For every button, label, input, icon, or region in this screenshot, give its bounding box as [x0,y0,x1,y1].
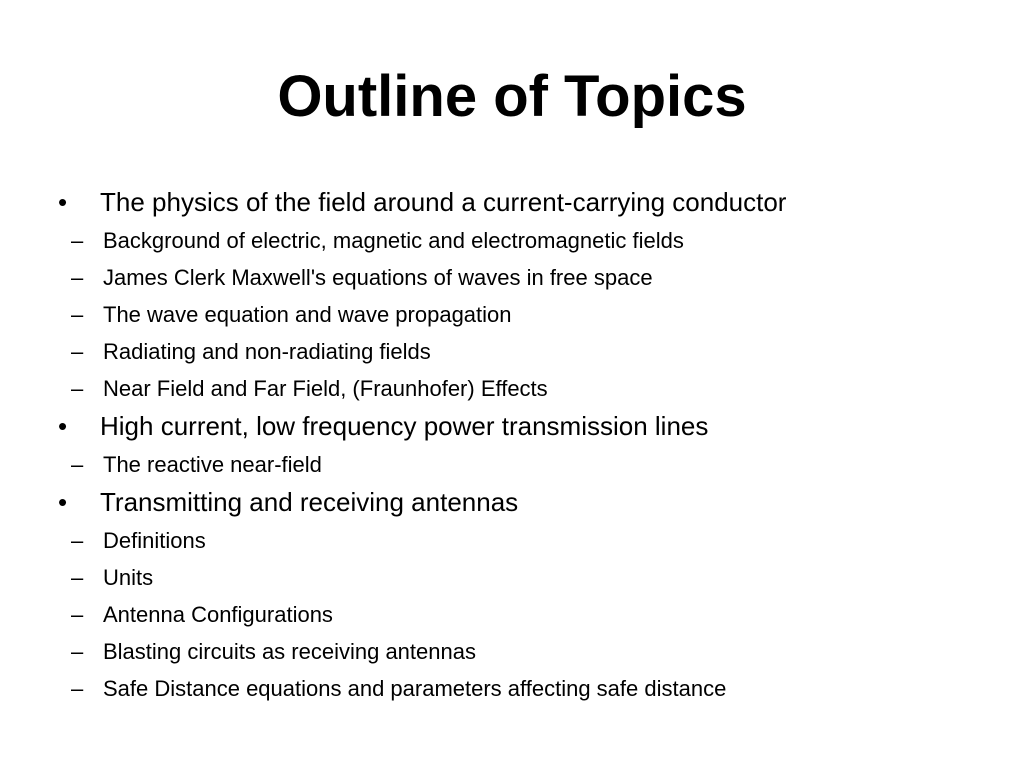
outline-item [58,407,998,445]
sub-item [58,446,998,483]
outline-item [58,483,998,521]
sub-list [58,446,998,483]
sub-item [58,333,998,370]
sub-list [58,222,998,407]
sub-item-text: Safe Distance equations and parameters affecting safe distance [103,676,727,701]
sub-item [58,370,998,407]
dash-icon: – [71,602,84,627]
sub-item [58,559,998,596]
dash-icon: – [71,639,84,664]
sub-item [58,296,998,333]
sub-item-text: The reactive near-field [103,452,322,477]
dash-icon: – [71,528,84,553]
sub-item-text: The wave equation and wave propagation [103,302,512,327]
sub-list-wrapper [58,222,998,407]
sub-item-text: Background of electric, magnetic and electromagnetic fields [103,228,684,253]
dash-icon: – [71,265,84,290]
bullet-icon: • [58,187,68,217]
sub-item [58,670,998,707]
outline-item-text: The physics of the field around a current-carrying conductor [100,187,787,217]
sub-item-text: Radiating and non-radiating fields [103,339,431,364]
sub-item [58,633,998,670]
dash-icon: – [71,565,84,590]
dash-icon: – [71,676,84,701]
dash-icon: – [71,228,84,253]
sub-list [58,522,998,707]
sub-item-text: Near Field and Far Field, (Fraunhofer) Effects [103,376,548,401]
sub-item-text: Units [103,565,154,590]
sub-item-text: James Clerk Maxwell's equations of waves in free space [103,265,653,290]
dash-icon: – [71,452,84,477]
dash-icon: – [71,302,84,327]
outline-item [58,183,998,221]
sub-list-wrapper [58,446,998,483]
bullet-icon: • [58,411,68,441]
sub-item [58,259,998,296]
sub-item [58,596,998,633]
sub-item-text: Antenna Configurations [103,602,333,627]
slide-title: Outline of Topics [277,64,747,129]
dash-icon: – [71,339,84,364]
sub-item-text: Definitions [103,528,206,553]
outline-item-text: Transmitting and receiving antennas [100,487,519,517]
sub-item [58,222,998,259]
sub-item-text: Blasting circuits as receiving antennas [103,639,476,664]
dash-icon: – [71,376,84,401]
topic-outline [58,183,998,707]
sub-list-wrapper [58,522,998,707]
sub-item [58,522,998,559]
bullet-icon: • [58,487,68,517]
outline-item-text: High current, low frequency power transmission lines [100,411,709,441]
